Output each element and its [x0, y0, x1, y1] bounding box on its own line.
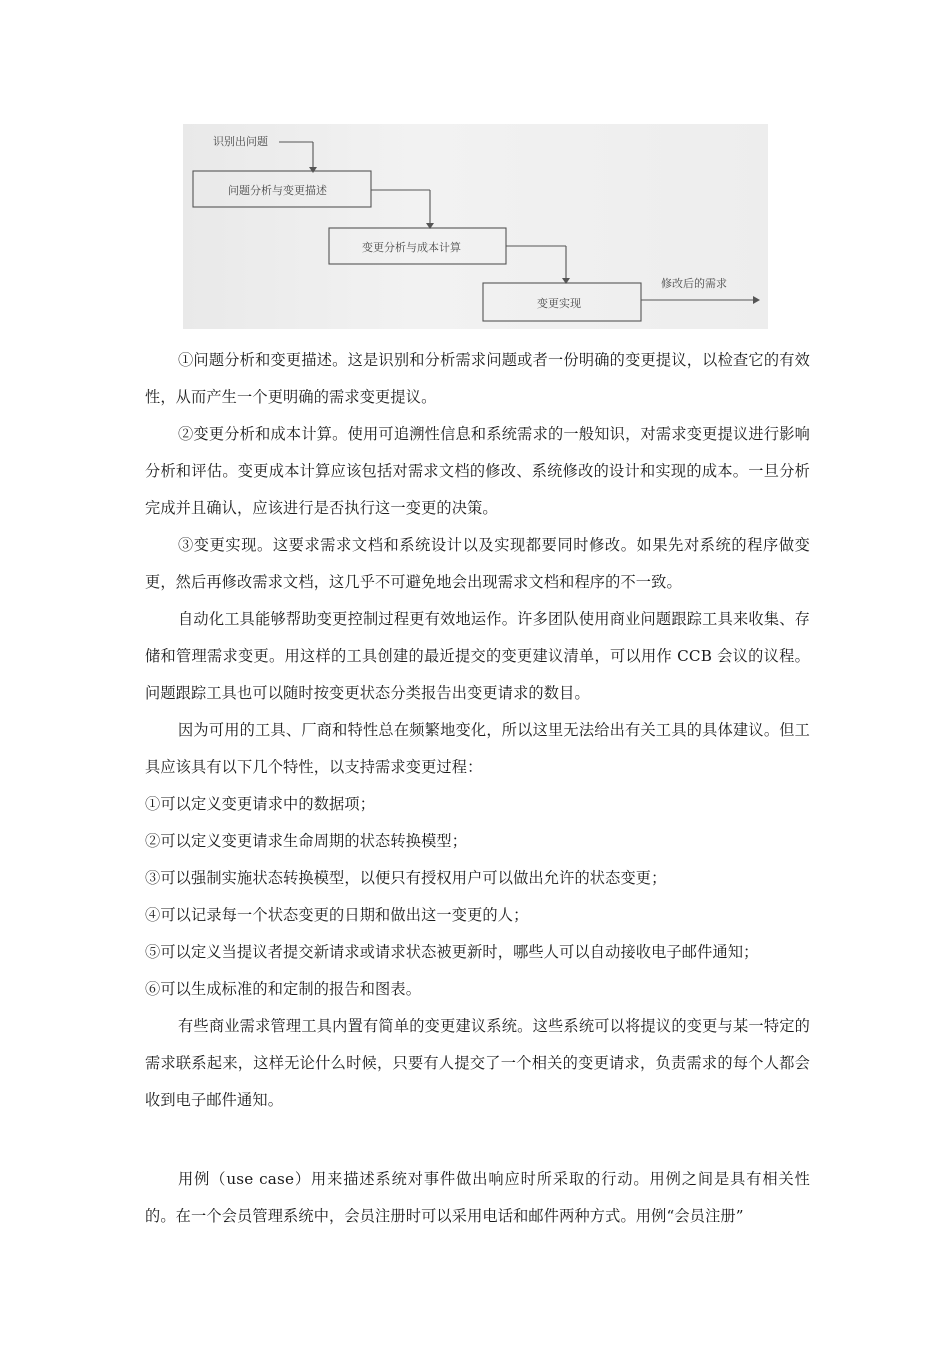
- use-case-section: [145, 1161, 810, 1235]
- step-label-2: 变更分析与成本计算: [362, 241, 461, 254]
- step-label-1: 问题分析与变更描述: [228, 184, 327, 197]
- body-text: [145, 342, 810, 1119]
- feature-item-4: ④可以记录每一个状态变更的日期和做出这一变更的人；: [145, 906, 529, 924]
- feature-item-2: ②可以定义变更请求生命周期的状态转换模型；: [145, 832, 468, 850]
- feature-item-3: ③可以强制实施状态转换模型，以便只有授权用户可以做出允许的状态变更；: [145, 869, 667, 887]
- change-process-flowchart: [183, 124, 768, 329]
- paragraph-change-description: ①问题分析和变更描述。这是识别和分析需求问题或者一份明确的变更提议，以检查它的有效性，从而产生一个更明确的需求变更提议。: [145, 351, 810, 406]
- paragraph-use-case: 用例（use case）用来描述系统对事件做出响应时所采取的行动。用例之间是具有相关性的。在一个会员管理系统中，会员注册时可以采用电话和邮件两种方式。用例“会员注册”: [145, 1170, 810, 1225]
- feature-item-5: ⑤可以定义当提议者提交新请求或请求状态被更新时，哪些人可以自动接收电子邮件通知；: [145, 943, 759, 961]
- paragraph-cost-analysis: ②变更分析和成本计算。使用可追溯性信息和系统需求的一般知识，对需求变更提议进行影响分析和评估。变更成本计算应该包括对需求文档的修改、系统修改的设计和实现的成本。一旦分析完成并且确认，应该进行是否执行这一变更的决策。: [145, 425, 810, 517]
- feature-item-1: ①可以定义变更请求中的数据项；: [145, 795, 376, 813]
- arrowhead-icon: [309, 167, 317, 173]
- output-label: 修改后的需求: [661, 277, 727, 290]
- arrowhead-icon: [753, 296, 760, 304]
- paragraph-tool-features: 因为可用的工具、厂商和特性总在频繁地变化，所以这里无法给出有关工具的具体建议。但工具应该具有以下几个特性，以支持需求变更过程：: [145, 721, 810, 776]
- flowchart-graphic: [183, 124, 768, 329]
- feature-item-6: ⑥可以生成标准的和定制的报告和图表。: [145, 980, 422, 998]
- paragraph-automation-tools: 自动化工具能够帮助变更控制过程更有效地运作。许多团队使用商业问题跟踪工具来收集、存储和管理需求变更。用这样的工具创建的最近提交的变更建议清单，可以用作 CCB 会议的议程。问题跟踪工具也可以随时按变更状态分类报告出变更请求的数目。: [145, 610, 810, 702]
- start-label: 识别出问题: [213, 135, 268, 148]
- step-label-3: 变更实现: [537, 297, 581, 310]
- paragraph-change-implementation: ③变更实现。这要求需求文档和系统设计以及实现都要同时修改。如果先对系统的程序做变更，然后再修改需求文档，这几乎不可避免地会出现需求文档和程序的不一致。: [145, 536, 810, 591]
- paragraph-requirements-tools: 有些商业需求管理工具内置有简单的变更建议系统。这些系统可以将提议的变更与某一特定的需求联系起来，这样无论什么时候，只要有人提交了一个相关的变更请求，负责需求的每个人都会收到电子邮件通知。: [145, 1017, 810, 1109]
